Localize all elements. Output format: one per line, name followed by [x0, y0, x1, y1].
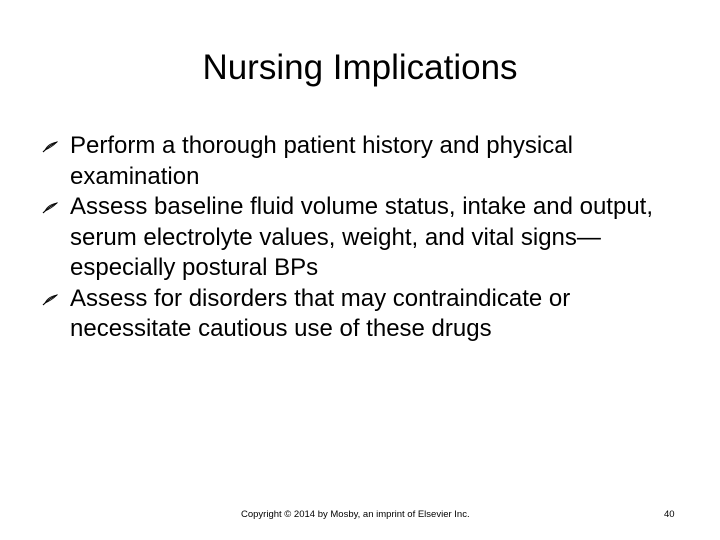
feather-bullet-icon — [42, 141, 58, 153]
feather-bullet-icon — [42, 202, 58, 214]
bullet-text: Perform a thorough patient history and physical examination — [70, 132, 573, 190]
bullet-text: Assess baseline fluid volume status, intake and output, serum electrolyte values, weight, and vital signs—especially postural BPs — [70, 193, 654, 281]
bullet-list — [42, 131, 682, 345]
bullet-text: Assess for disorders that may contraindicate or necessitate cautious use of these drugs — [70, 284, 571, 342]
slide-title: Nursing Implications — [202, 48, 518, 87]
bullet-item — [42, 131, 682, 192]
bullet-item — [42, 192, 682, 284]
bullet-item — [42, 284, 682, 345]
copyright-notice: Copyright © 2014 by Mosby, an imprint of Elsevier Inc. — [241, 509, 470, 520]
feather-bullet-icon — [42, 294, 58, 306]
page-number: 40 — [664, 509, 675, 520]
